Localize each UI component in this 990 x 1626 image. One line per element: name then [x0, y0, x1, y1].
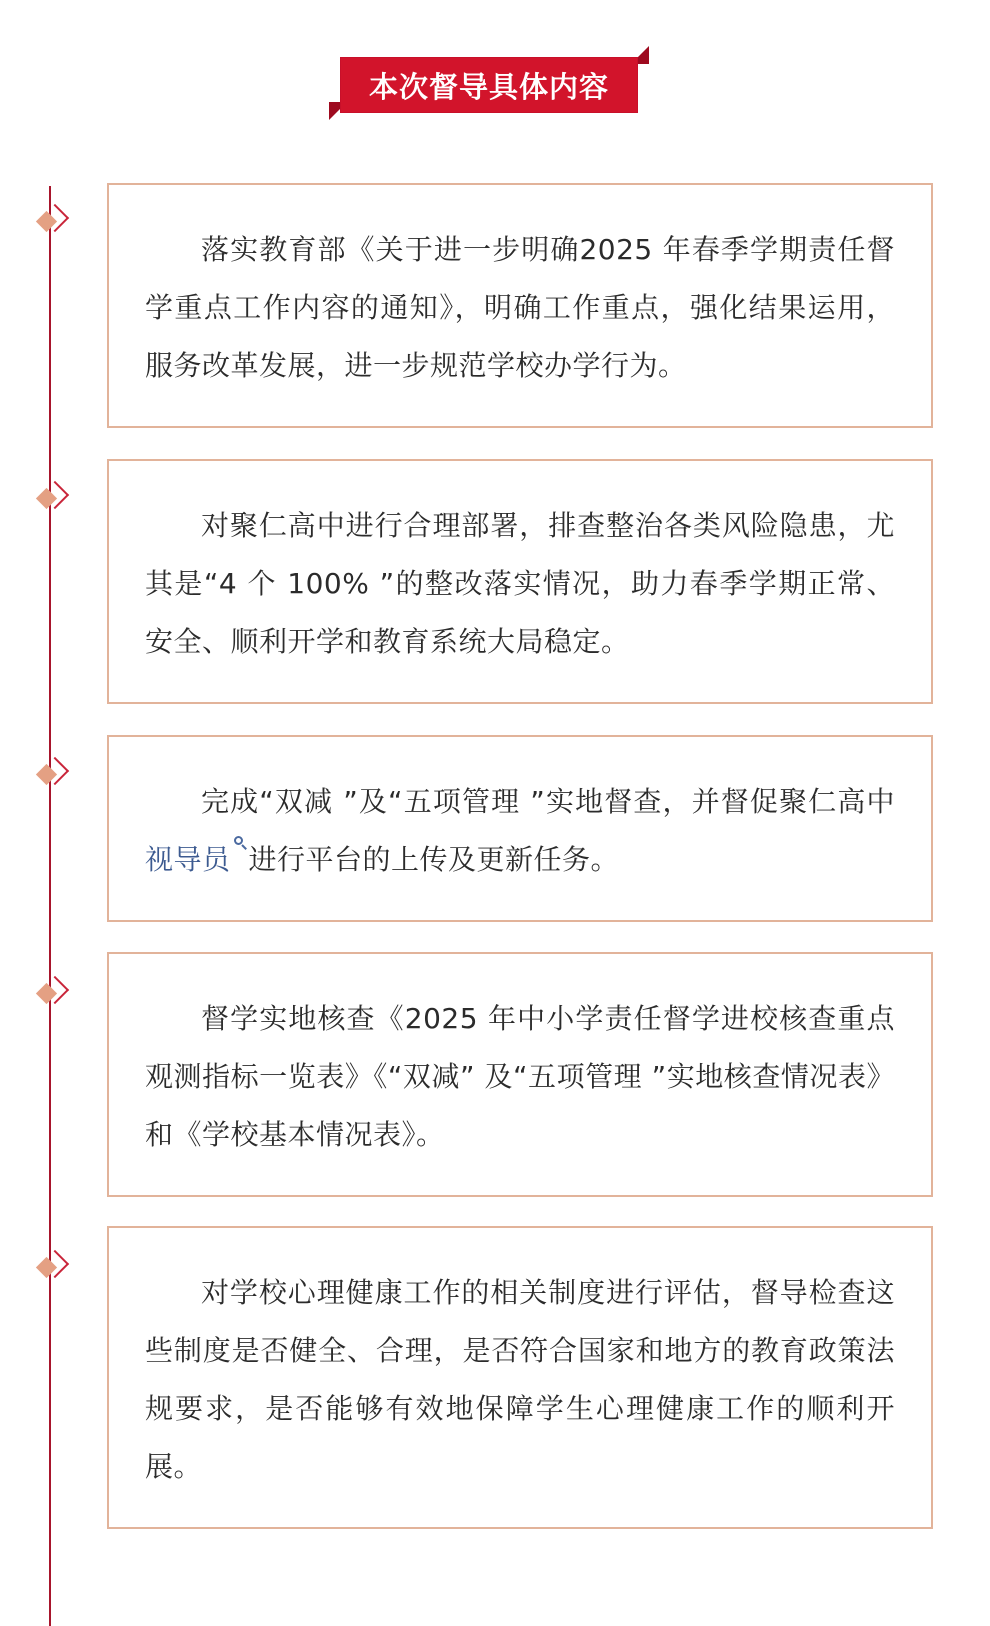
timeline-marker	[35, 479, 75, 519]
inline-search-link[interactable]: 视导员	[145, 843, 231, 876]
search-icon[interactable]	[231, 831, 249, 857]
content-card-3	[107, 735, 933, 922]
card-text: 落实教育部《关于进一步明确2025 年春季学期责任督学重点工作内容的通知》，明确工作重点，强化结果运用，服务改革发展，进一步规范学校办学行为。	[145, 233, 895, 382]
section-title-banner	[329, 46, 649, 120]
content-card-2	[107, 459, 933, 704]
card-text: 对学校心理健康工作的相关制度进行评估，督导检查这些制度是否健全、合理，是否符合国家和地方的教育政策法规要求，是否能够有效地保障学生心理健康工作的顺利开展。	[145, 1276, 895, 1483]
timeline-marker	[35, 755, 75, 795]
card-text	[145, 773, 895, 889]
banner-box	[341, 58, 637, 112]
timeline-marker	[35, 202, 75, 242]
card-text-after: 进行平台的上传及更新任务。	[248, 843, 620, 876]
content-card-1	[107, 183, 933, 428]
content-card-4	[107, 952, 933, 1197]
card-text-before: 完成“双减 ”及“五项管理 ”实地督查，并督促聚仁高中	[201, 785, 895, 818]
card-text: 督学实地核查《2025 年中小学责任督学进校核查重点观测指标一览表》《“双减” 及“五项管理 ”实地核查情况表》和《学校基本情况表》。	[145, 1002, 895, 1151]
timeline-line	[49, 186, 51, 1626]
content-card-5	[107, 1226, 933, 1529]
section-title: 本次督导具体内容	[368, 69, 609, 104]
card-text: 对聚仁高中进行合理部署，排查整治各类风险隐患，尤其是“4 个 100% ”的整改落实情况，助力春季学期正常、安全、顺利开学和教育系统大局稳定。	[145, 509, 895, 658]
timeline-marker	[35, 1248, 75, 1288]
timeline-marker	[35, 974, 75, 1014]
